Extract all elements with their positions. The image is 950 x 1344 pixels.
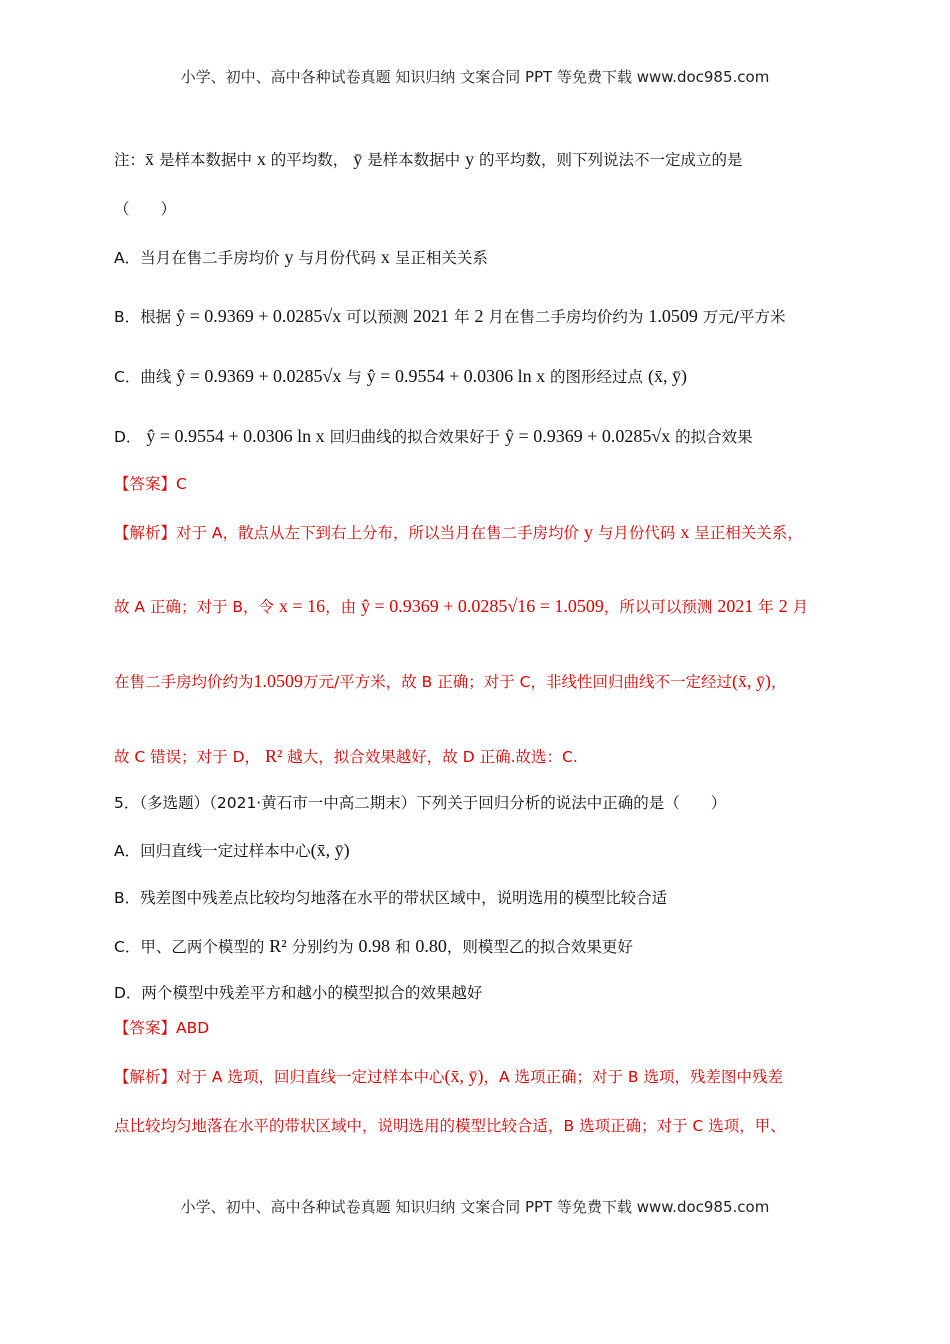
math-expression: ŷ = 0.9369 + 0.0285√x — [176, 306, 342, 326]
text-segment: 【答案】ABD — [114, 1019, 210, 1037]
text-segment: A．当月在售二手房均价 — [114, 249, 285, 267]
q4-analysis-4 — [114, 744, 578, 769]
q5-stem — [114, 791, 726, 815]
math-expression: 2 — [778, 596, 788, 616]
text-segment: 的平均数，则下列说法不一定成立的是 — [474, 151, 743, 169]
text-segment: B．根据 — [114, 308, 177, 326]
q5-option-b — [114, 886, 667, 910]
text-segment: 越大，拟合效果越好，故 D 正确.故选：C. — [282, 748, 578, 766]
text-segment: ， — [770, 673, 787, 691]
math-expression: y — [465, 149, 475, 169]
math-expression: 0.98 — [358, 936, 391, 956]
math-expression: x — [380, 247, 390, 267]
text-segment: 的拟合效果 — [670, 428, 753, 446]
text-segment: 点比较均匀地落在水平的带状区域中，说明选用的模型比较合适，B 选项正确；对于 C 选项，甲、 — [114, 1117, 786, 1135]
text-segment: 5．（多选题）（2021·黄石市一中高二期末）下列关于回归分析的说法中正确的是（ ） — [114, 794, 727, 812]
math-expression: R² — [264, 746, 283, 766]
q5-option-a — [114, 838, 350, 863]
q5-option-d — [114, 981, 482, 1005]
math-expression: x = 16 — [278, 596, 326, 616]
text-segment: 的平均数， — [265, 151, 354, 169]
q5-option-c — [114, 934, 633, 959]
math-expression: 2021 — [717, 596, 754, 616]
math-expression: x — [680, 522, 690, 542]
math-expression: 2 — [474, 306, 484, 326]
text-segment: 和 — [390, 938, 416, 956]
text-segment: C．曲线 — [114, 368, 177, 386]
text-segment: 与月份代码 — [592, 524, 681, 542]
math-expression: ŷ = 0.9369 + 0.0285√16 = 1.0509 — [361, 596, 604, 616]
q5-answer — [114, 1016, 209, 1040]
q4-option-b — [114, 304, 785, 329]
page-footer: 小学、初中、高中各种试卷真题 知识归纳 文案合同 PPT 等免费下载 www.doc985.com — [180, 1198, 770, 1216]
text-segment: D．两个模型中残差平方和越小的模型拟合的效果越好 — [114, 984, 483, 1002]
q4-option-d — [114, 424, 753, 449]
text-segment: 【答案】C — [114, 475, 187, 493]
math-expression: (x̄, ȳ) — [731, 671, 771, 691]
text-segment: （ ） — [114, 200, 177, 218]
math-expression: 1.0509 — [253, 671, 304, 691]
text-segment: D． — [114, 428, 147, 446]
q4-analysis-1 — [114, 520, 803, 545]
math-expression: ȳ — [353, 149, 363, 169]
blank-parens — [114, 197, 176, 221]
q4-analysis-2 — [114, 594, 808, 619]
math-expression: ŷ = 0.9369 + 0.0285√x — [176, 366, 342, 386]
text-segment: ，所以可以预测 — [603, 598, 718, 616]
text-segment: 【解析】对于 A，散点从左下到右上分布，所以当月在售二手房均价 — [114, 524, 584, 542]
math-expression: (x̄, ȳ) — [647, 366, 687, 386]
text-segment: 在售二手房均价约为 — [114, 673, 254, 691]
text-segment: 可以预测 — [341, 308, 414, 326]
page-header: 小学、初中、高中各种试卷真题 知识归纳 文案合同 PPT 等免费下载 www.doc985.com — [180, 68, 770, 86]
text-segment: 万元/平方米 — [697, 308, 786, 326]
text-segment: 分别约为 — [286, 938, 359, 956]
q5-analysis-2 — [114, 1114, 786, 1138]
math-expression: x̄ — [145, 149, 155, 169]
text-segment: C．甲、乙两个模型的 — [114, 938, 270, 956]
text-segment: 年 — [449, 308, 475, 326]
q4-analysis-3 — [114, 669, 787, 694]
text-segment: 回归曲线的拟合效果好于 — [324, 428, 506, 446]
math-expression: 0.80 — [415, 936, 447, 956]
text-segment: 的图形经过点 — [545, 368, 648, 386]
text-segment: 月在售二手房均价约为 — [483, 308, 649, 326]
math-expression: (x̄, ȳ) — [310, 840, 350, 860]
text-segment: 故 A 正确；对于 B，令 — [114, 598, 279, 616]
text-segment: A．回归直线一定过样本中心 — [114, 842, 311, 860]
math-expression: ŷ = 0.9554 + 0.0306 ln x — [366, 366, 546, 386]
math-expression: y — [583, 522, 593, 542]
text-segment: 与 — [341, 368, 367, 386]
text-segment: 注： — [114, 151, 146, 169]
text-segment: 年 — [753, 598, 779, 616]
text-segment: ，由 — [325, 598, 362, 616]
text-segment: ，则模型乙的拟合效果更好 — [446, 938, 633, 956]
q4-option-a — [114, 245, 488, 270]
math-expression: ŷ = 0.9369 + 0.0285√x — [505, 426, 671, 446]
text-segment: ，A 选项正确；对于 B 选项，残差图中残差 — [483, 1068, 783, 1086]
math-expression: y — [284, 247, 294, 267]
text-segment: 万元/平方米，故 B 正确；对于 C，非线性回归曲线不一定经过 — [303, 673, 732, 691]
text-segment: 月 — [787, 598, 809, 616]
q4-option-c — [114, 364, 687, 389]
math-expression: 2021 — [413, 306, 450, 326]
math-expression: R² — [269, 936, 287, 956]
text-segment: 是样本数据中 — [362, 151, 466, 169]
math-expression: (x̄, ȳ) — [444, 1066, 484, 1086]
math-expression: x — [256, 149, 266, 169]
text-segment: 故 C 错误；对于 D， — [114, 748, 265, 766]
q5-analysis-1 — [114, 1064, 783, 1089]
note-line — [114, 147, 743, 172]
text-segment: 呈正相关关系， — [689, 524, 803, 542]
text-segment: 【解析】对于 A 选项，回归直线一定过样本中心 — [114, 1068, 445, 1086]
math-expression: 1.0509 — [648, 306, 698, 326]
q4-answer — [114, 472, 187, 496]
text-segment: 呈正相关关系 — [389, 249, 488, 267]
text-segment: 与月份代码 — [293, 249, 381, 267]
text-segment: B．残差图中残差点比较均匀地落在水平的带状区域中，说明选用的模型比较合适 — [114, 889, 668, 907]
text-segment: 是样本数据中 — [154, 151, 257, 169]
math-expression: ŷ = 0.9554 + 0.0306 ln x — [146, 426, 325, 446]
